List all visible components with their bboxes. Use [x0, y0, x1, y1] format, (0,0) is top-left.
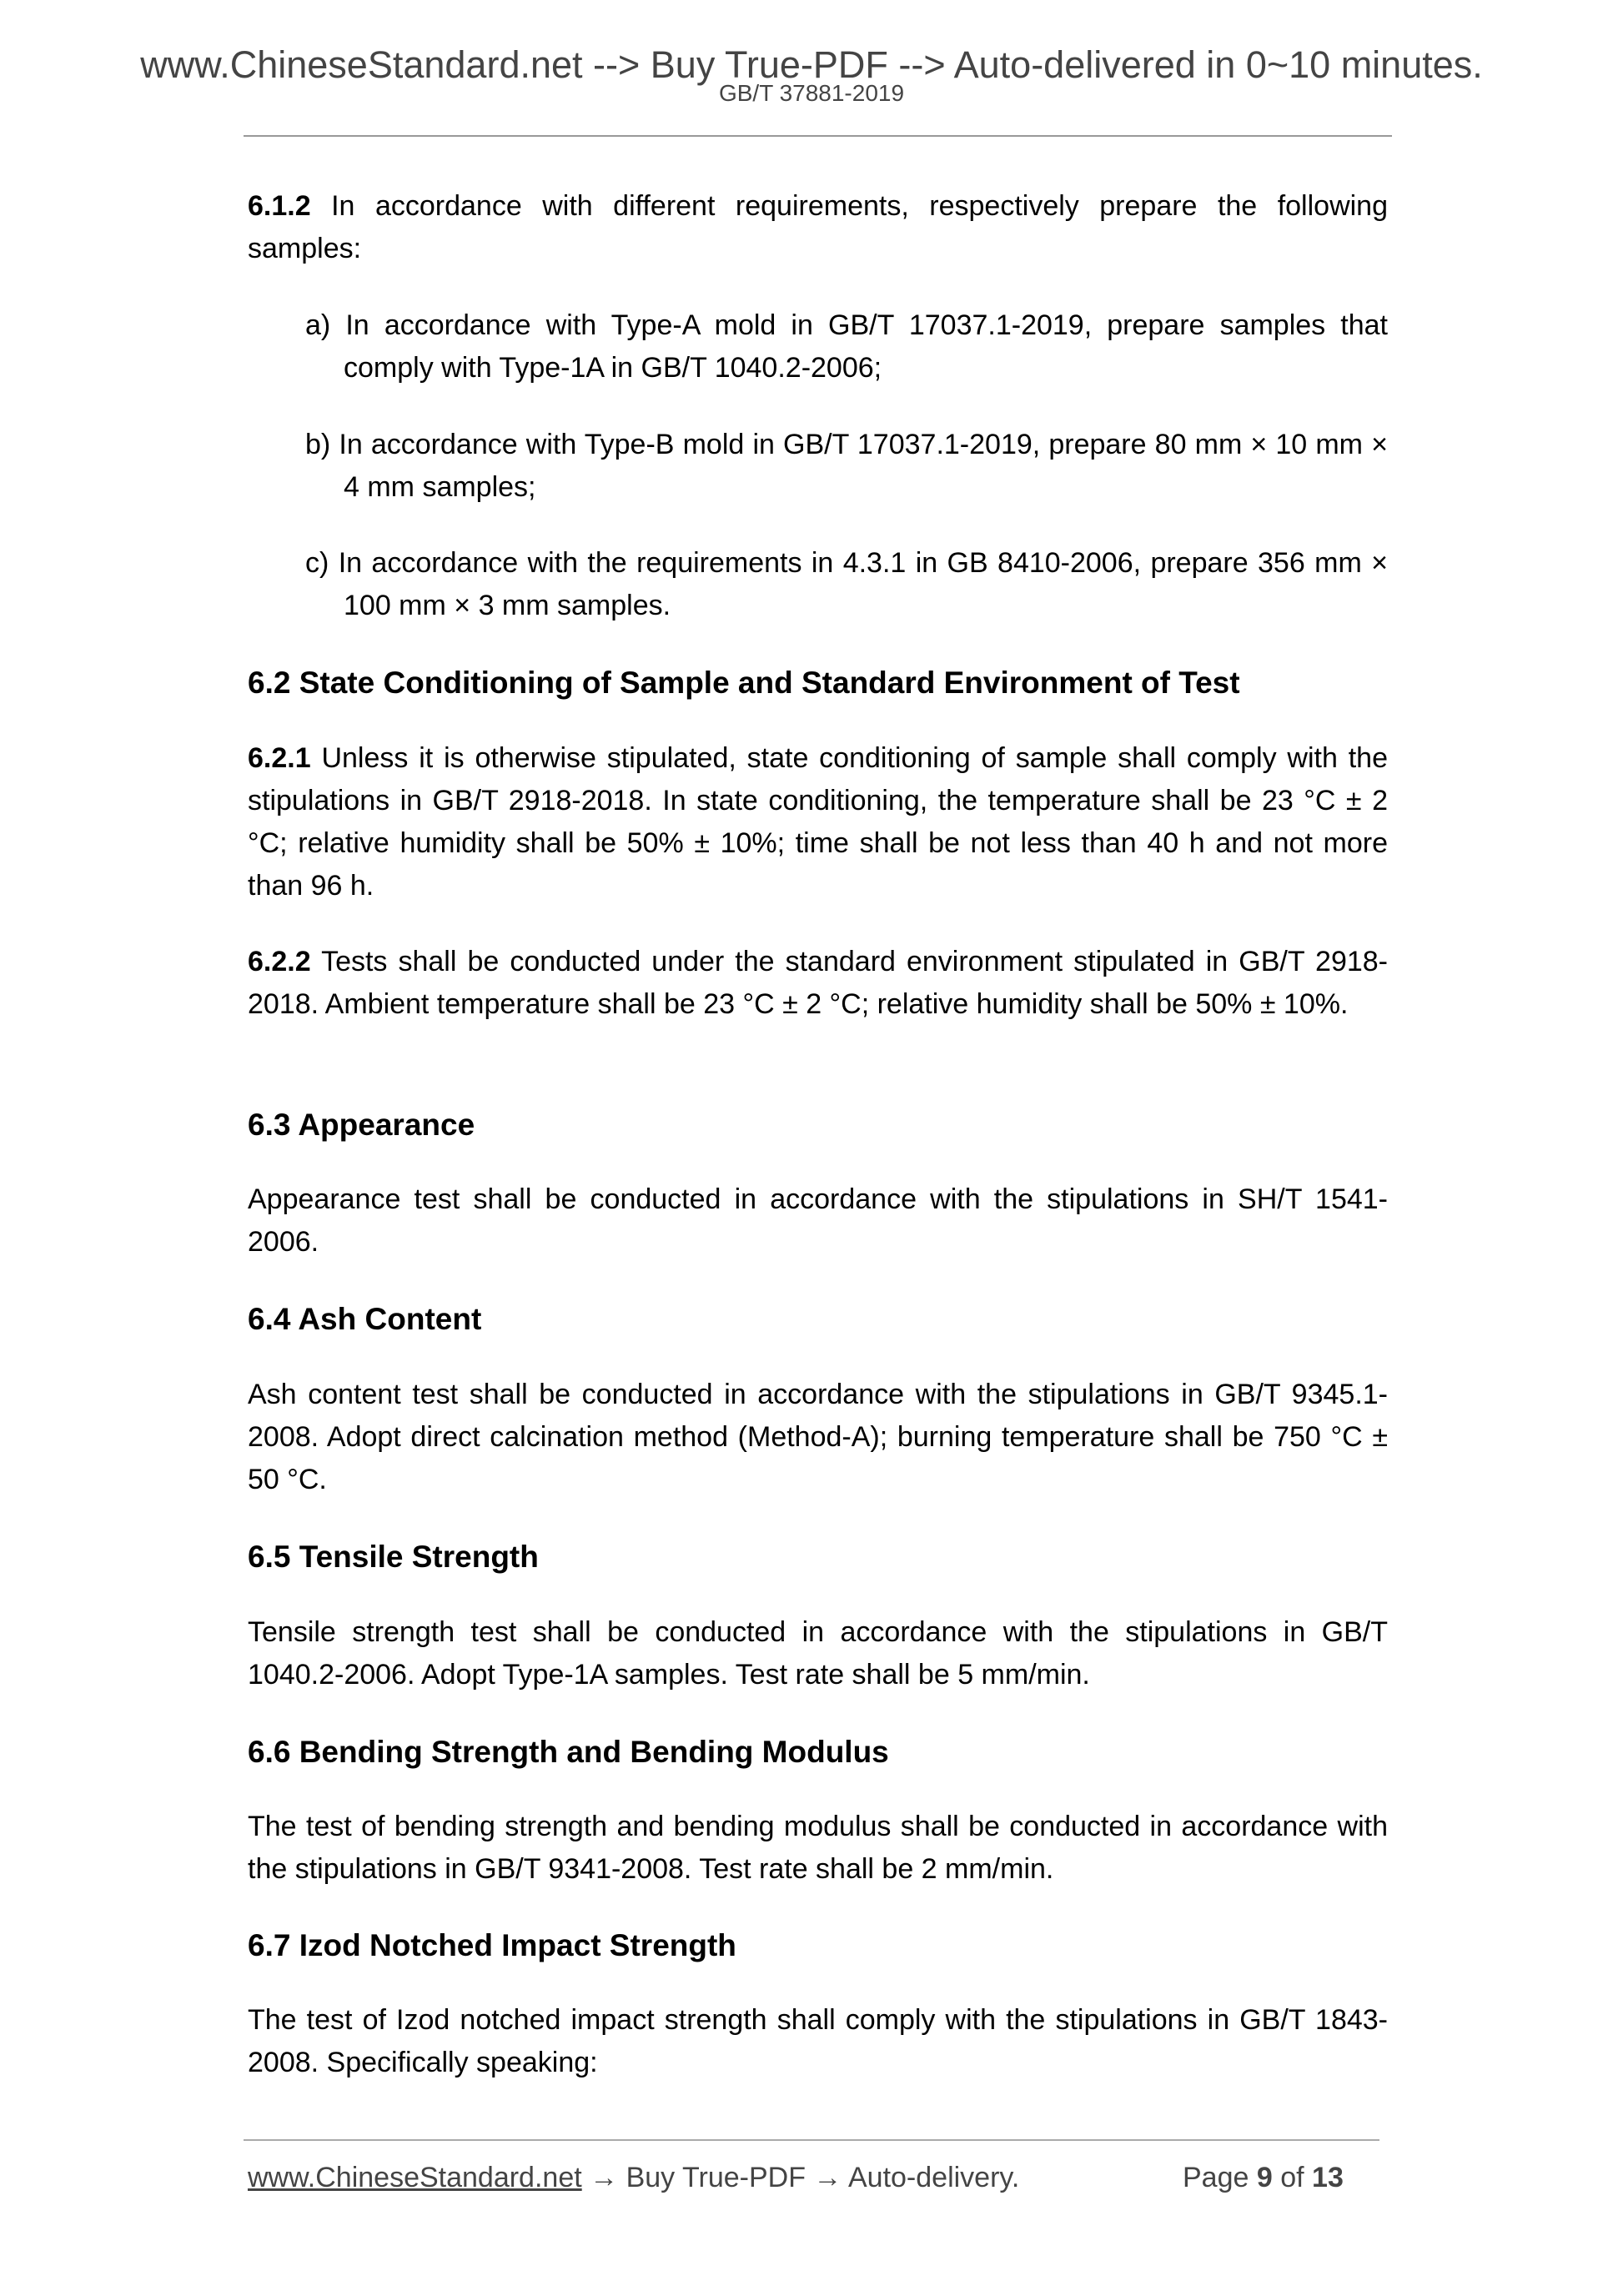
section-heading: 6.3 Appearance	[248, 1108, 475, 1142]
of-label: of	[1272, 2162, 1313, 2193]
header-banner: www.ChineseStandard.net --> Buy True-PDF --> Auto-delivered in 0~10 minutes.	[140, 43, 1483, 86]
paragraph: Ash content test shall be conducted in accordance with the stipulations in GB/T 9345.1-2008. Adopt direct calcination method (Method-A); burning temperature shall be 750 °C ± 50 °C.	[248, 1379, 1388, 1495]
footer-left	[248, 2162, 1019, 2194]
page-number: 9	[1256, 2162, 1273, 2193]
clause-text: Tests shall be conducted under the standard environment stipulated in GB/T 2918-2018. Ambient temperature shall be 23 °C ± 2 °C; relative humidity shall be 50% ± 10%.	[248, 946, 1388, 1020]
clause-6-2-1	[248, 737, 1388, 907]
page-total: 13	[1312, 2162, 1344, 2193]
list-item: a) In accordance with Type-A mold in GB/T 17037.1-2019, prepare samples that comply with Type-1A in GB/T 1040.2-2006;	[305, 309, 1388, 384]
clause-6-1-2	[248, 185, 1388, 270]
section-heading: 6.5 Tensile Strength	[248, 1540, 539, 1574]
paragraph: The test of bending strength and bending modulus shall be conducted in accordance with the stipulations in GB/T 9341-2008. Test rate shall be 2 mm/min.	[248, 1811, 1388, 1885]
clause-text: In accordance with different requirements, respectively prepare the following samples:	[248, 190, 1388, 264]
page-label: Page	[1183, 2162, 1257, 2193]
paragraph: The test of Izod notched impact strength shall comply with the stipulations in GB/T 1843-2008. Specifically speaking:	[248, 2004, 1388, 2078]
clause-6-2-2	[248, 941, 1388, 1026]
list-item: c) In accordance with the requirements in 4.3.1 in GB 8410-2006, prepare 356 mm × 100 mm × 3 mm samples.	[305, 547, 1388, 621]
footer-text: → Buy True-PDF → Auto-delivery.	[581, 2162, 1020, 2193]
section-heading: 6.7 Izod Notched Impact Strength	[248, 1928, 736, 1962]
clause-number: 6.1.2	[248, 190, 311, 222]
clause-number: 6.2.1	[248, 742, 311, 774]
section-heading: 6.6 Bending Strength and Bending Modulus	[248, 1735, 889, 1769]
footer-divider	[244, 2139, 1379, 2141]
section-heading: 6.2 State Conditioning of Sample and Standard Environment of Test	[248, 666, 1240, 700]
paragraph: Tensile strength test shall be conducted in accordance with the stipulations in GB/T 1040.2-2006. Adopt Type-1A samples. Test rate shall be 5 mm/min.	[248, 1616, 1388, 1691]
section-heading: 6.4 Ash Content	[248, 1302, 482, 1336]
paragraph: Appearance test shall be conducted in accordance with the stipulations in SH/T 1541-2006.	[248, 1183, 1388, 1258]
list-item: b) In accordance with Type-B mold in GB/T 17037.1-2019, prepare 80 mm × 10 mm × 4 mm samples;	[305, 429, 1388, 503]
clause-text: Unless it is otherwise stipulated, state conditioning of sample shall comply with the stipulations in GB/T 2918-2018. In state conditioning, the temperature shall be 23 °C ± 2 °C; relative humidity shall be 50% ± 10%; time shall be not less than 40 h and not more than 96 h.	[248, 742, 1388, 902]
document-id: GB/T 37881-2019	[718, 80, 905, 106]
footer-link[interactable]: www.ChineseStandard.net	[248, 2162, 582, 2193]
header-divider	[244, 135, 1392, 137]
clause-number: 6.2.2	[248, 946, 311, 977]
page-indicator	[1183, 2162, 1344, 2194]
